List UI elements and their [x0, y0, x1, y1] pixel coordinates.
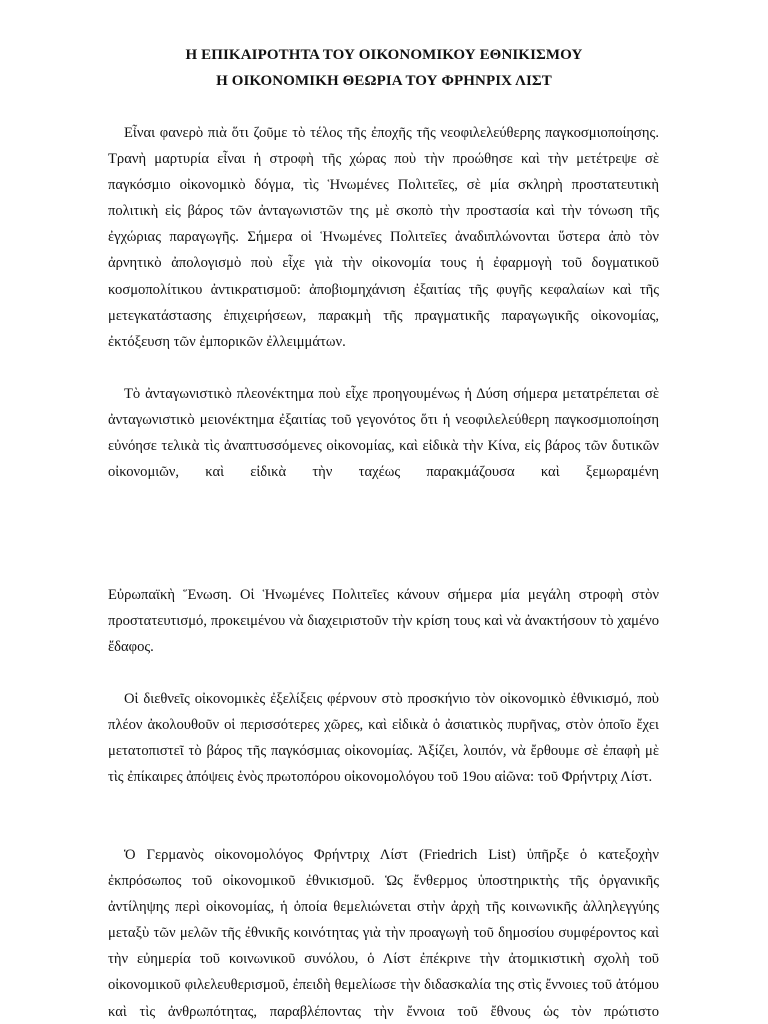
paragraph-1: Εἶναι φανερὸ πιὰ ὅτι ζοῦμε τὸ τέλος τῆς ἐποχῆς τῆς νεοφιλελεύθερης παγκοσμιοποίησης. Τρανὴ μαρτυρία εἶναι ἡ στροφὴ τῆς χώρας ποὺ τὴν προώθησε καὶ τὴν μετέτρεψε σὲ παγκόσμιο οἰκονομικὸ δόγμα, τὶς Ἡνωμένες Πολιτεῖες, σὲ μία σκληρὴ προστατευτικὴ πολιτικὴ εἰς βάρος τῶν ἀνταγωνιστῶν της μὲ σκοπὸ τὴν προστασία καὶ τὴν τόνωση τῆς ἐγχώριας παραγωγῆς. Σήμερα οἱ Ἡνωμένες Πολιτεῖες ἀναδιπλώνονται ὕστερα ἀπὸ τὸν ἀρνητικὸ ἀπολογισμὸ ποὺ εἶχε γιὰ τὴν οἰκονομία τους ἡ ἐφαρμογὴ τοῦ δογματικοῦ κοσμοπολίτικου ἀντικρατισμοῦ: ἀποβιομηχάνιση ἐξαιτίας τῆς φυγῆς κεφαλαίων καὶ τῆς μετεγκατάστασης ἐπιχειρήσεων, παρακμὴ τῆς πραγματικῆς παραγωγικῆς οἰκονομίας, ἐκτόξευση τῶν ἐμπορικῶν ἐλλειμμάτων.	[108, 125, 659, 350]
paragraph-3: Οἱ διεθνεῖς οἰκονομικὲς ἐξελίξεις φέρνουν στὸ προσκήνιο τὸν οἰκονομικὸ ἐθνικισμό, ποὺ πλέον ἀκολουθοῦν οἱ περισσότερες χῶρες, καὶ εἰδικὰ ὁ ἀσιατικὸς πυρῆνας, στὸν ὁποῖο ἔχει μετατοπιστεῖ τὸ βάρος τῆς παγκόσμιας οἰκονομίας. Ἀξίζει, λοιπόν, νὰ ἔρθουμε σὲ ἐπαφὴ μὲ τὶς ἐπίκαιρες ἀπόψεις ἑνὸς πρωτοπόρου οἰκονομολόγου τοῦ 19ου αἰῶνα: τοῦ Φρήντριχ Λίστ.	[108, 691, 659, 786]
paragraph-2-continuation: Εὐρωπαϊκὴ Ἕνωση. Οἱ Ἡνωμένες Πολιτεῖες κάνουν σήμερα μία μεγάλη στροφὴ στὸν προστατευτισμό, προκειμένου νὰ διαχειριστοῦν τὴν κρίση τους καὶ νὰ ἀνακτήσουν τὸ χαμένο ἔδαφος.	[108, 587, 659, 656]
paragraph-2: Τὸ ἀνταγωνιστικὸ πλεονέκτημα ποὺ εἶχε προηγουμένως ἡ Δύση σήμερα μετατρέπεται σὲ ἀνταγωνιστικὸ μειονέκτημα ἐξαιτίας τοῦ γεγονότος ὅτι ἡ νεοφιλελεύθερη παγκοσμιοποίηση εὐνόησε τελικὰ τὶς ἀναπτυσσόμενες οἰκονομίας, καὶ εἰδικὰ τὴν Κίνα, εἰς βάρος τῶν δυτικῶν οἰκονομιῶν, καὶ εἰδικὰ τὴν ταχέως παρακμάζουσα καὶ ξεμωραμένη	[108, 386, 659, 481]
document-title: Η ΕΠΙΚΑΙΡΟΤΗΤΑ ΤΟΥ ΟΙΚΟΝΟΜΙΚΟΥ ΕΘΝΙΚΙΣΜΟΥ	[185, 47, 583, 63]
document-subtitle: Η ΟΙΚΟΝΟΜΙΚΗ ΘΕΩΡΙΑ ΤΟΥ ΦΡΗΝΡΙΧ ΛΙΣΤ	[216, 73, 552, 89]
paragraph-4: Ὁ Γερμανὸς οἰκονομολόγος Φρήντριχ Λίστ (Friedrich List) ὑπῆρξε ὁ κατεξοχὴν ἐκπρόσωπος τοῦ οἰκονομικοῦ ἐθνικισμοῦ. Ὡς ἔνθερμος ὑποστηρικτὴς τῆς ὀργανικῆς ἀντίληψης περὶ οἰκονομίας, ἡ ὁποία θεμελιώνεται στὴν ἀρχὴ τῆς κοινωνικῆς ἀλληλεγγύης μεταξὺ τῶν μελῶν τῆς ἐθνικῆς κοινότητας γιὰ τὴν προαγωγὴ τοῦ δημοσίου συμφέροντος καὶ τὴν εὐημερία τοῦ κοινωνικοῦ συνόλου, ὁ Λίστ ἐπέκρινε τὴν ἀτομικιστικὴ σχολὴ τοῦ οἰκονομικοῦ φιλελευθερισμοῦ, ἐπειδὴ θεμελίωσε τὴν διδασκαλία της στὶς ἔννοιες τοῦ ἀτόμου καὶ τὶς ἀνθρωπότητας, παραβλέποντας τὴν ἔννοια τοῦ ἔθνους ὡς τὸν πρώτιστο	[108, 847, 659, 1020]
